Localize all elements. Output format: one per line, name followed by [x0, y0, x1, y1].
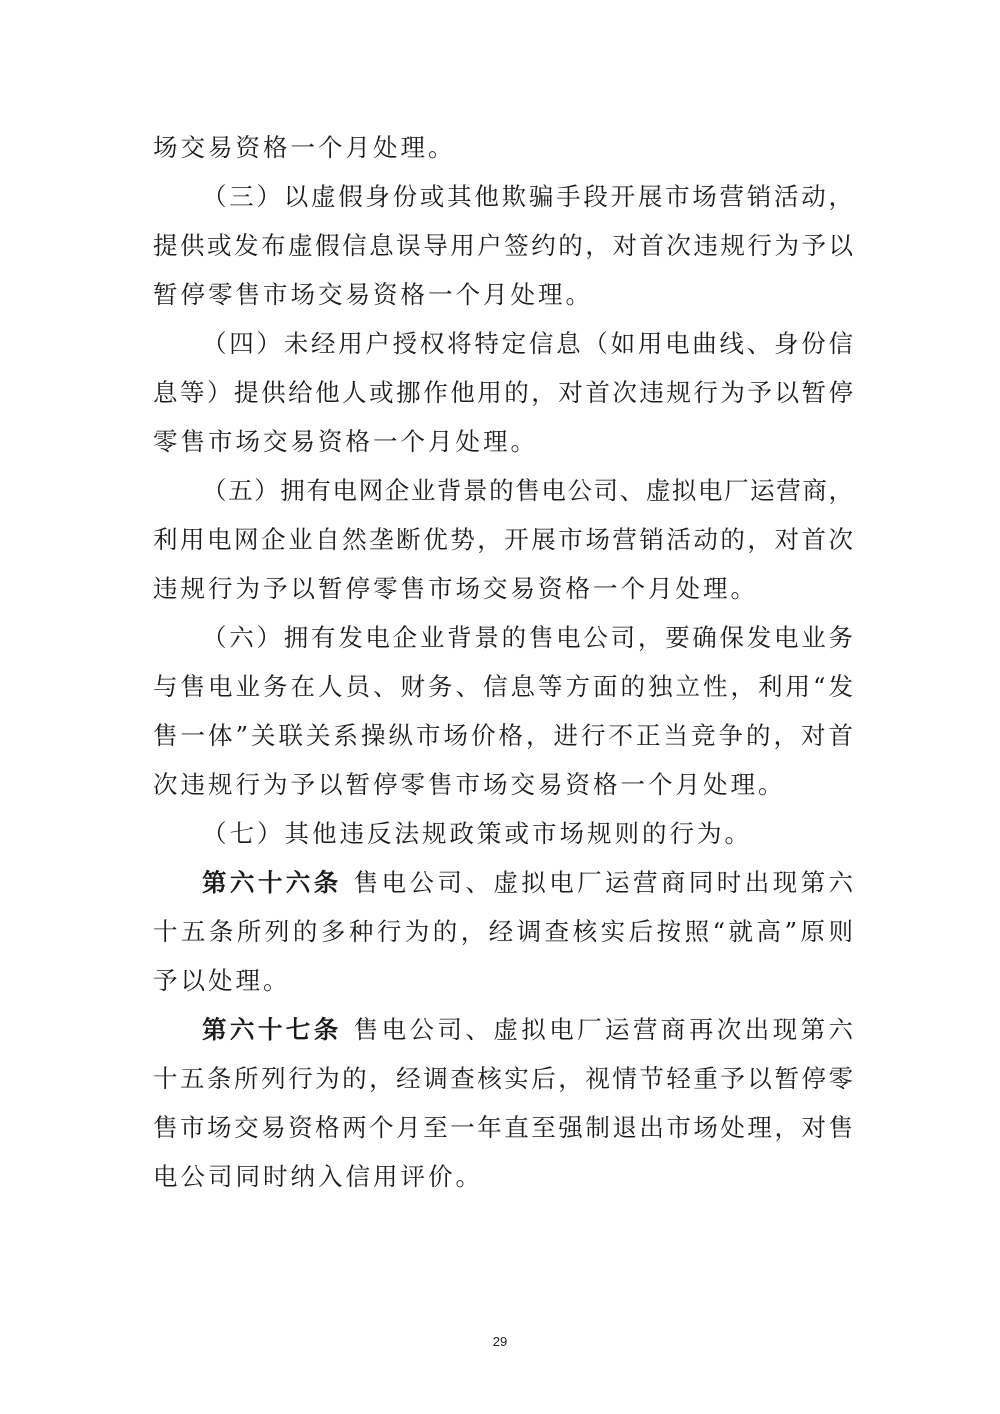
item-3-line-2: 提供或发布虚假信息误导用户签约的，对首次违规行为予以 [153, 231, 853, 260]
article-67-line-4: 电公司同时纳入信用评价。 [153, 1162, 483, 1191]
article-67-line-1 [153, 1005, 853, 1054]
article-67-line-3: 售市场交易资格两个月至一年直至强制退出市场处理，对售 [153, 1113, 853, 1142]
item-7-line-1: （七）其他违反法规政策或市场规则的行为。 [202, 819, 752, 848]
article-66-line-1 [153, 858, 853, 907]
item-6-line-4: 次违规行为予以暂停零售市场交易资格一个月处理。 [153, 770, 786, 799]
article-66-text: 售电公司、虚拟电厂运营商同时出现第六 [353, 868, 854, 897]
item-6-line-1: （六）拥有发电企业背景的售电公司，要确保发电业务 [202, 623, 853, 652]
article-67-line-2: 十五条所列行为的，经调查核实后，视情节轻重予以暂停零 [153, 1064, 853, 1093]
item-3-line-3: 暂停零售市场交易资格一个月处理。 [153, 280, 593, 309]
page-number: 29 [492, 1334, 508, 1349]
article-66-line-3: 予以处理。 [153, 966, 291, 995]
article-67-text: 售电公司、虚拟电厂运营商再次出现第六 [353, 1015, 854, 1044]
item-3-line-1: （三）以虚假身份或其他欺骗手段开展市场营销活动， [202, 182, 853, 211]
item-4-line-3: 零售市场交易资格一个月处理。 [153, 427, 538, 456]
item-4-line-1: （四）未经用户授权将特定信息（如用电曲线、身份信 [202, 329, 853, 358]
item-6-line-3: 售一体”关联关系操纵市场价格，进行不正当竞争的，对首 [153, 721, 853, 750]
item-5-line-3: 违规行为予以暂停零售市场交易资格一个月处理。 [153, 574, 758, 603]
article-67-heading: 第六十七条 [202, 1015, 342, 1044]
article-66-heading: 第六十六条 [202, 868, 342, 897]
body-text [153, 123, 853, 1201]
item-6-line-2: 与售电业务在人员、财务、信息等方面的独立性，利用“发 [153, 672, 853, 701]
paragraph-continuation-line: 场交易资格一个月处理。 [153, 133, 456, 162]
item-5-line-2: 利用电网企业自然垄断优势，开展市场营销活动的，对首次 [153, 525, 853, 554]
item-5-line-1: （五）拥有电网企业背景的售电公司、虚拟电厂运营商， [202, 476, 853, 505]
item-4-line-2: 息等）提供给他人或挪作他用的，对首次违规行为予以暂停 [153, 378, 853, 407]
article-66-line-2: 十五条所列的多种行为的，经调查核实后按照“就高”原则 [153, 917, 853, 946]
